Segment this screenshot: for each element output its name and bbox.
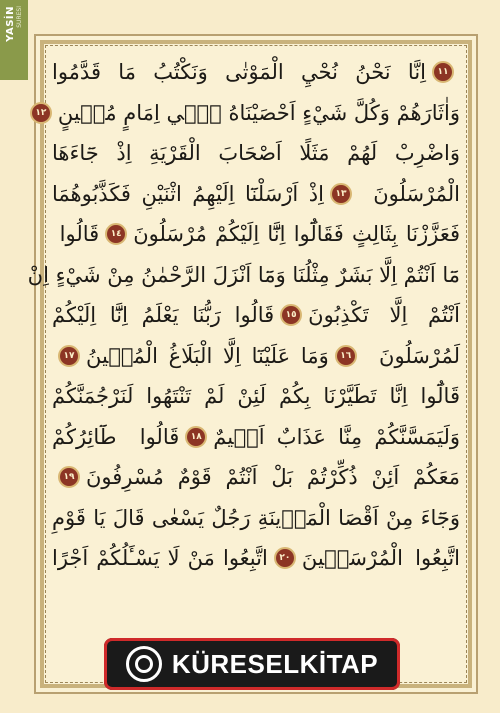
ayah-number-marker: ١٩ xyxy=(58,466,80,488)
verse-line xyxy=(52,336,460,377)
verse-text: اَنْتُمْ اِلَّا تَكْذِبُونَ xyxy=(308,303,460,327)
verse-text: اتَّبِعُوا مَنْ لَا يَسْـَٔلُكُمْ اَجْرًا xyxy=(52,546,268,570)
verse-line xyxy=(52,498,460,539)
verse-text: لَمُرْسَلُونَ xyxy=(379,343,460,368)
verse-line xyxy=(52,538,460,579)
verse-line xyxy=(52,376,460,417)
verse-line xyxy=(52,133,460,174)
verse-line xyxy=(52,295,460,336)
publisher-logo-banner xyxy=(104,638,400,690)
ayah-number-marker: ١٢ xyxy=(30,102,52,124)
ayah-number-marker: ١٣ xyxy=(330,183,352,205)
verse-text: قَالُوا طَٓائِرُكُمْ xyxy=(52,424,180,449)
ayah-number-marker: ١٦ xyxy=(335,345,357,367)
ayah-number-marker: ٢٠ xyxy=(274,547,296,569)
verse-line xyxy=(52,457,460,498)
verse-line xyxy=(52,214,460,255)
publisher-logo-icon xyxy=(126,646,162,682)
verse-text: قَالُٓوا اِنَّا تَطَيَّرْنَا بِكُمْ لَئِنْ لَمْ تَنْتَهُوا لَنَرْجُمَنَّكُمْ xyxy=(52,384,460,408)
verse-line xyxy=(27,255,460,296)
ayah-number-marker: ١١ xyxy=(432,61,454,83)
verse-text: قَالُوا رَبُّنَا يَعْلَمُ اِنَّٓا اِلَيْكُمْ xyxy=(52,303,275,327)
ayah-number-marker: ١٨ xyxy=(185,426,207,448)
ayah-number-marker: ١٧ xyxy=(58,345,80,367)
verse-text: فَعَزَّزْنَا بِثَالِثٍ فَقَالُٓوا اِنَّٓا اِلَيْكُمْ مُرْسَلُونَ xyxy=(133,222,460,246)
verse-text: وَلَيَمَسَّنَّكُمْ مِنَّا عَذَابٌ اَل۪يمٌ xyxy=(213,424,460,449)
surah-sub-label: SURESİ xyxy=(16,6,23,28)
verse-text: اتَّبِعُوا الْمُرْسَل۪ينَ xyxy=(301,546,460,570)
verse-text: وَمَا عَلَيْنَٓا اِلَّا الْبَلَاغُ الْمُب۪ينُ xyxy=(86,343,329,368)
verse-text: وَجَٓاءَ مِنْ اَقْصَا الْمَد۪ينَةِ رَجُلٌ يَسْعٰى قَالَ يَا قَوْمِ xyxy=(52,505,460,530)
surah-name-label: YASİN xyxy=(5,6,16,42)
ayah-number-marker: ١٤ xyxy=(105,223,127,245)
verse-text: اِنَّا نَحْنُ نُحْيِ الْمَوْتٰى وَنَكْتُبُ مَا قَدَّمُوا xyxy=(52,60,426,84)
verse-text: وَاضْرِبْ لَهُمْ مَثَلًا اَصْحَابَ الْقَرْيَةِ اِذْ جَٓاءَهَا xyxy=(52,141,460,165)
verse-text: اِذْ اَرْسَلْنَٓا اِلَيْهِمُ اثْنَيْنِ فَكَذَّبُوهُمَا xyxy=(52,181,324,206)
verse-text: مَعَكُمْ اَئِنْ ذُكِّرْتُمْ بَلْ اَنْتُمْ قَوْمٌ مُسْرِفُونَ xyxy=(86,465,460,489)
verse-text: قَالُوا xyxy=(59,222,100,246)
verse-line xyxy=(52,174,460,215)
quran-text-area xyxy=(27,52,460,648)
surah-side-tab xyxy=(0,0,28,80)
ayah-number-marker: ١٥ xyxy=(280,304,302,326)
verse-text: وَاٰثَارَهُمْ وَكُلَّ شَيْءٍ اَحْصَيْنَاهُ ف۪ٓي اِمَامٍ مُب۪ينٍ xyxy=(57,100,460,125)
publisher-name: KÜRESELKİTAP xyxy=(171,648,379,679)
verse-line xyxy=(35,93,460,134)
verse-line xyxy=(52,52,460,93)
verse-line xyxy=(52,417,460,458)
verse-text: مَٓا اَنْتُمْ اِلَّا بَشَرٌ مِثْلُنَا وَمَٓا اَنْزَلَ الرَّحْمٰنُ مِنْ شَيْءٍ اِنْ xyxy=(27,262,460,287)
verse-text: الْمُرْسَلُونَ xyxy=(373,181,460,206)
